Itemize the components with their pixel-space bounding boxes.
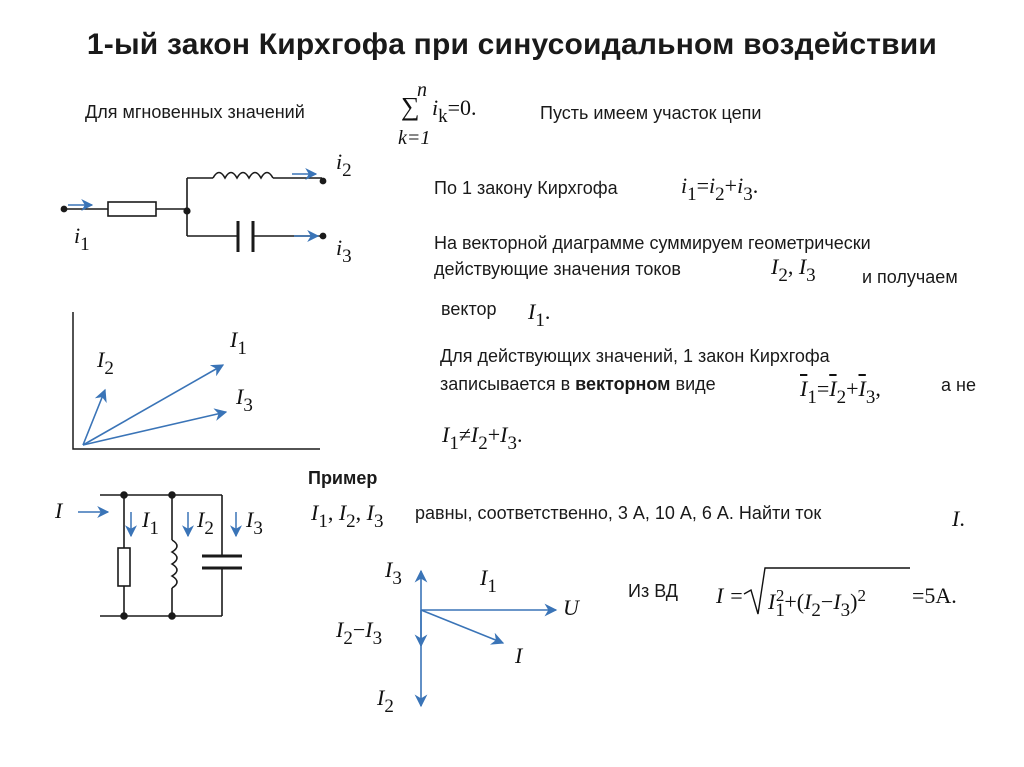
resistor-symbol [118, 548, 130, 586]
sum-body: $i_k=0$. [432, 95, 477, 127]
rms-text-line2-end: а не [941, 375, 976, 395]
label-I-vd2: I [515, 643, 523, 668]
sum-sigma: ∑ [401, 92, 420, 121]
label-I1-c2: $I_1$ [142, 507, 159, 539]
instant-values-label: Для мгновенных значений [85, 102, 305, 122]
result-formula-prefix: I = [716, 583, 744, 608]
circuit-branch-diagram [61, 173, 325, 253]
kcl-equation: $i_1=i_2+i_3$. [681, 173, 759, 205]
example-text: равны, соответственно, 3 А, 10 А, 6 А. Найти ток [415, 503, 822, 523]
example-unknown-i: I. [952, 506, 965, 531]
label-I-source: I [55, 498, 63, 523]
kcl-label: По 1 закону Кирхгофа [434, 178, 618, 198]
label-i2: $i_2$ [336, 149, 352, 181]
output-terminal-i3 [320, 233, 325, 238]
circuit-parallel-diagram [100, 492, 242, 619]
section-intro: Пусть имеем участок цепи [540, 103, 762, 123]
sum-upper-limit: n [417, 79, 427, 101]
inductor-symbol [213, 173, 273, 179]
rms-text-line2: записывается в векторном виде [440, 374, 716, 394]
label-U-vd2: U [563, 595, 579, 620]
rms-text-line1: Для действующих значений, 1 закон Кирхгофа [440, 346, 830, 366]
inductor-symbol [172, 540, 177, 588]
vector-I [421, 610, 503, 643]
vd-label: Из ВД [628, 581, 678, 601]
vector-i1: $I_1$. [528, 299, 551, 331]
example-currents: $I_1$, $I_2$, $I_3$ [311, 500, 384, 532]
label-I1-vd2: $I_1$ [480, 565, 497, 597]
scalar-inequality: $I_1\ne I_2+I_3$. [442, 422, 523, 454]
label-I3-vd2: $I_3$ [385, 557, 402, 589]
currents-i2-i3: $I_2$, $I_3$ [771, 254, 816, 286]
label-I2-c2: $I_2$ [197, 507, 214, 539]
label-I2-minus-I3: $I_2-I_3$ [336, 617, 383, 649]
vector-text-line2: действующие значения токов [434, 259, 681, 279]
label-I3-c2: $I_3$ [246, 507, 263, 539]
label-I2-vd2: $I_2$ [377, 685, 394, 717]
vector-text-line2-end: и получаем [862, 267, 958, 287]
label-i3: $i_3$ [336, 235, 352, 267]
vector-text-line3: вектор [441, 299, 497, 319]
vector-I2 [83, 390, 105, 445]
result-formula-body: $I_1^2+(I_2-I_3)^2$ [768, 586, 866, 621]
sum-rhs: =0. [447, 95, 477, 120]
label-I3-vd1: $I_3$ [236, 384, 253, 416]
sum-lower-limit: k=1 [398, 127, 431, 149]
output-terminal-i2 [320, 178, 325, 183]
resistor-symbol [108, 202, 156, 216]
vector-kcl-equation: $\overline{I}_1=\overline{I}_2+\overline{I}_3$, [800, 376, 881, 408]
label-I1-vd1: $I_1$ [230, 327, 247, 359]
result-formula-value: =5A. [912, 583, 957, 608]
label-I2-vd1: $I_2$ [97, 347, 114, 379]
vector-text-line1: На векторной диаграмме суммируем геометрически [434, 233, 871, 253]
vector-I3 [83, 412, 226, 445]
label-i1: $i_1$ [74, 223, 90, 255]
slide-title: 1-ый закон Кирхгофа при синусоидальном воздействии [86, 28, 938, 61]
example-heading: Пример [308, 468, 378, 488]
sqrt-radical [744, 568, 910, 614]
